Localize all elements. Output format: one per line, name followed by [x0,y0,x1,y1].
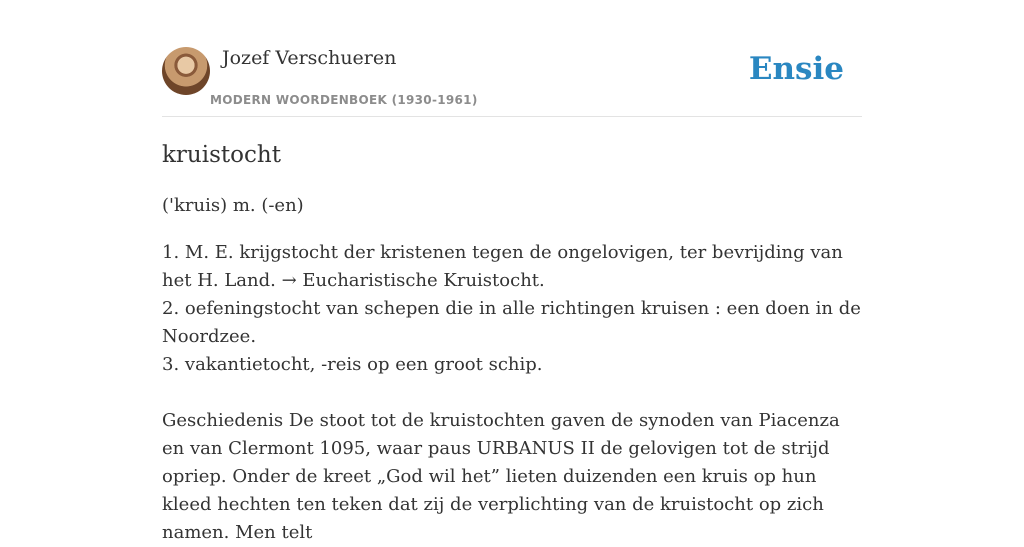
entry-container [162,0,862,543]
source-label[interactable]: MODERN WOORDENBOEK (1930-1961) [210,93,478,107]
author-avatar[interactable] [162,47,210,95]
entry-body [162,239,862,547]
entry-title: kruistocht [162,142,281,168]
definition-3: 3. vakantietocht, -reis op een groot schip. [162,354,543,375]
paragraph-gap [162,379,862,407]
author-name[interactable]: Jozef Verschueren [222,47,397,69]
history-paragraph: Geschiedenis De stoot tot de kruistochten gaven de synoden van Piacenza en van Clermont 1095, waar paus URBANUS II de gelovigen tot de strijd opriep. Onder de kreet „God wil het” lieten duizenden een kruis op hun kleed hechten ten teken dat zij de verplichting van de kruistocht op zich namen. Men telt [162,410,840,543]
entry-pronunciation: ('kruis) m. (-en) [162,195,304,216]
site-logo[interactable]: Ensie [748,51,844,87]
definition-2: 2. oefeningstocht van schepen die in alle richtingen kruisen : een doen in de Noordzee. [162,298,861,347]
definition-1: 1. M. E. krijgstocht der kristenen tegen de ongelovigen, ter bevrijding van het H. Land. → Eucharistische Kruistocht. [162,242,843,291]
entry-header [162,0,862,117]
